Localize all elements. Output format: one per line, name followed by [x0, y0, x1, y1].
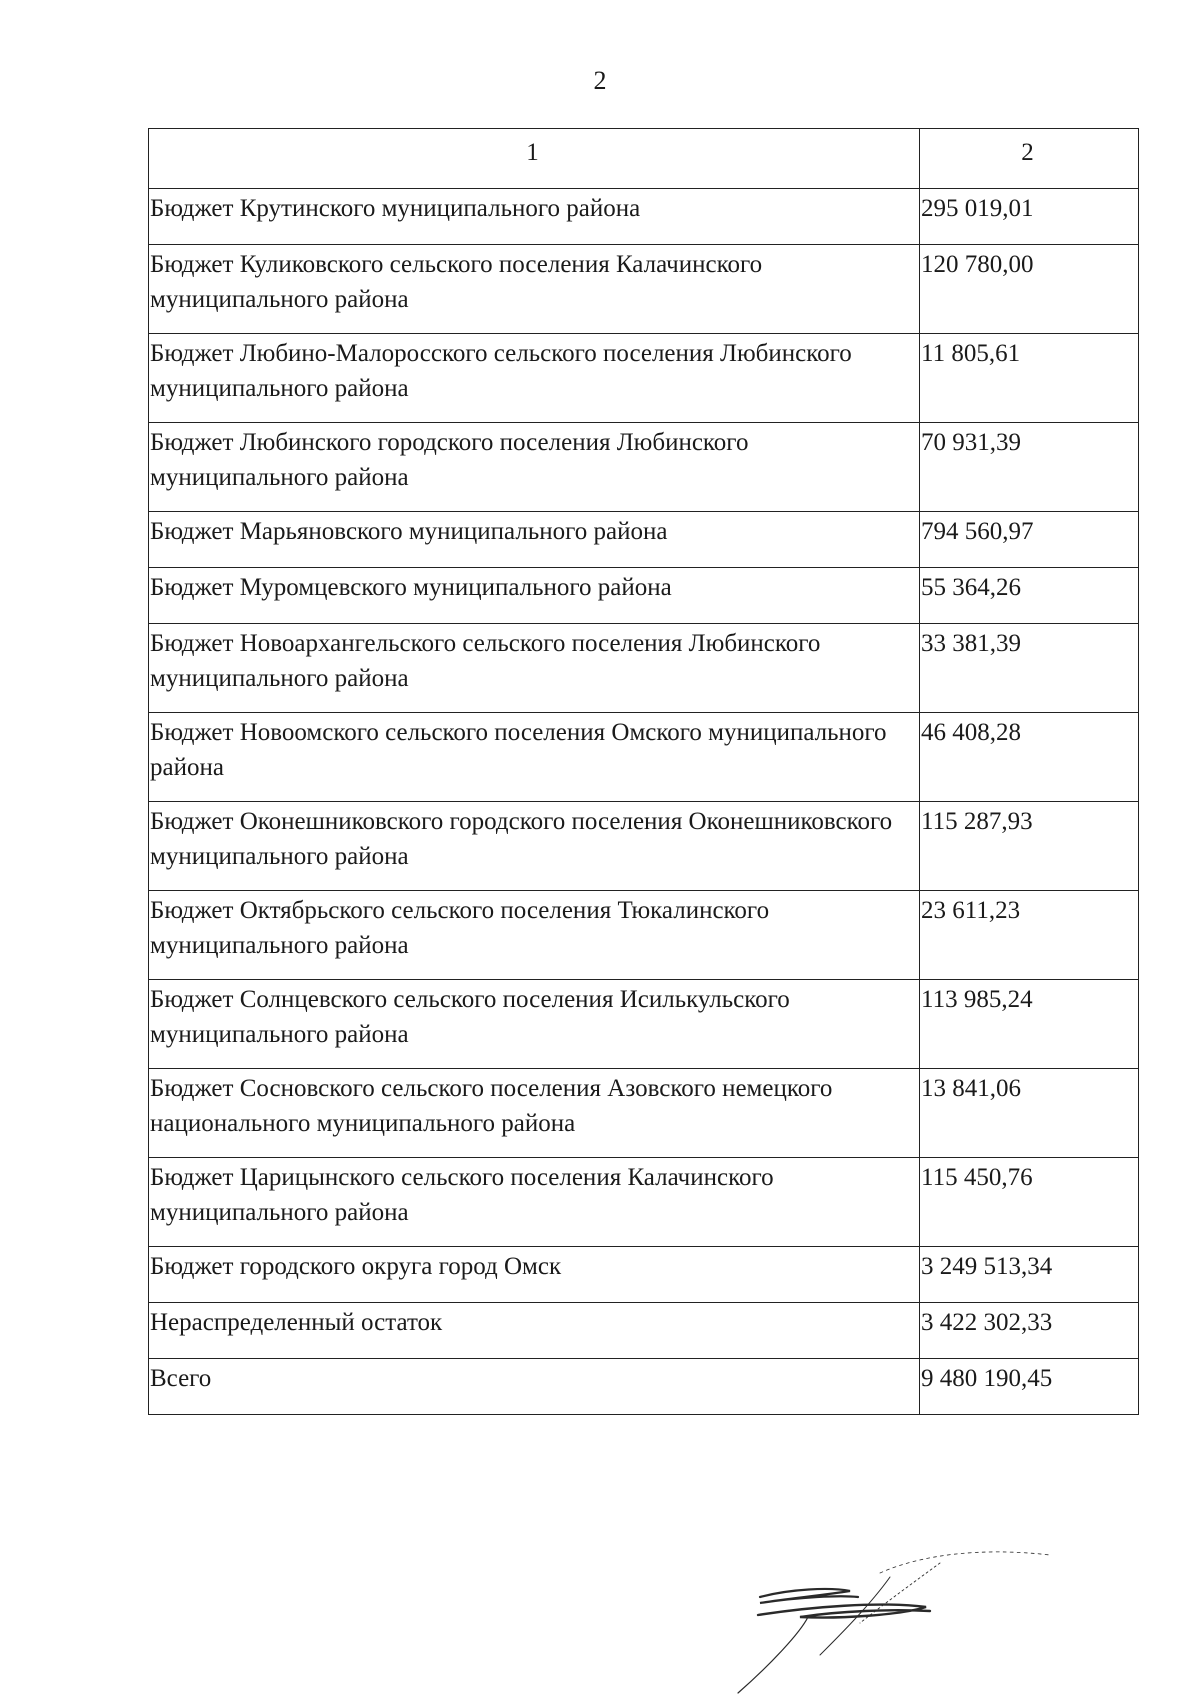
- column-header-2: 2: [920, 129, 1139, 189]
- amount-cell: 120 780,00: [920, 245, 1139, 334]
- table-header-row: [149, 129, 1139, 189]
- budget-name-cell: Бюджет Новоархангельского сельского поселения Любинского муниципального района: [149, 624, 920, 713]
- table-row: [149, 423, 1139, 512]
- signature: [730, 1545, 1070, 1695]
- budget-name-cell: Бюджет Крутинского муниципального района: [149, 189, 920, 245]
- budget-name-cell: Бюджет Марьяновского муниципального района: [149, 512, 920, 568]
- table-row: [149, 568, 1139, 624]
- table-row: [149, 245, 1139, 334]
- budget-name-cell: Бюджет Новоомского сельского поселения Омского муниципального района: [149, 713, 920, 802]
- budget-name-cell: Бюджет Оконешниковского городского поселения Оконешниковского муниципального района: [149, 802, 920, 891]
- budget-name-cell: Бюджет Любинского городского поселения Любинского муниципального района: [149, 423, 920, 512]
- budget-name-cell: Бюджет Царицынского сельского поселения Калачинского муниципального района: [149, 1158, 920, 1247]
- budget-name-cell: Бюджет Любино-Малоросского сельского поселения Любинского муниципального района: [149, 334, 920, 423]
- amount-cell: 33 381,39: [920, 624, 1139, 713]
- table-row: [149, 1158, 1139, 1247]
- page-number: 2: [593, 66, 607, 95]
- table-row: [149, 1303, 1139, 1359]
- budget-name-cell: Бюджет городского округа город Омск: [149, 1247, 920, 1303]
- table-row: [149, 512, 1139, 568]
- amount-cell: 70 931,39: [920, 423, 1139, 512]
- total-label-cell: Всего: [149, 1359, 920, 1415]
- table-row: [149, 189, 1139, 245]
- table-row: [149, 624, 1139, 713]
- amount-cell: 3 249 513,34: [920, 1247, 1139, 1303]
- amount-cell: 55 364,26: [920, 568, 1139, 624]
- table-row: [149, 1247, 1139, 1303]
- total-amount-cell: 9 480 190,45: [920, 1359, 1139, 1415]
- table-row: [149, 891, 1139, 980]
- table-row: [149, 1069, 1139, 1158]
- amount-cell: 3 422 302,33: [920, 1303, 1139, 1359]
- budget-table: [148, 128, 1139, 1415]
- table-row: [149, 980, 1139, 1069]
- budget-name-cell: Нераспределенный остаток: [149, 1303, 920, 1359]
- budget-name-cell: Бюджет Октябрьского сельского поселения Тюкалинского муниципального района: [149, 891, 920, 980]
- amount-cell: 13 841,06: [920, 1069, 1139, 1158]
- budget-name-cell: Бюджет Муромцевского муниципального района: [149, 568, 920, 624]
- amount-cell: 115 287,93: [920, 802, 1139, 891]
- amount-cell: 46 408,28: [920, 713, 1139, 802]
- amount-cell: 113 985,24: [920, 980, 1139, 1069]
- table-row: [149, 334, 1139, 423]
- table-row: [149, 802, 1139, 891]
- amount-cell: 23 611,23: [920, 891, 1139, 980]
- amount-cell: 115 450,76: [920, 1158, 1139, 1247]
- amount-cell: 295 019,01: [920, 189, 1139, 245]
- budget-name-cell: Бюджет Куликовского сельского поселения Калачинского муниципального района: [149, 245, 920, 334]
- budget-name-cell: Бюджет Солнцевского сельского поселения Исилькульского муниципального района: [149, 980, 920, 1069]
- budget-name-cell: Бюджет Сосновского сельского поселения Азовского немецкого национального муниципального района: [149, 1069, 920, 1158]
- total-row: [149, 1359, 1139, 1415]
- amount-cell: 794 560,97: [920, 512, 1139, 568]
- table-row: [149, 713, 1139, 802]
- column-header-1: 1: [149, 129, 920, 189]
- amount-cell: 11 805,61: [920, 334, 1139, 423]
